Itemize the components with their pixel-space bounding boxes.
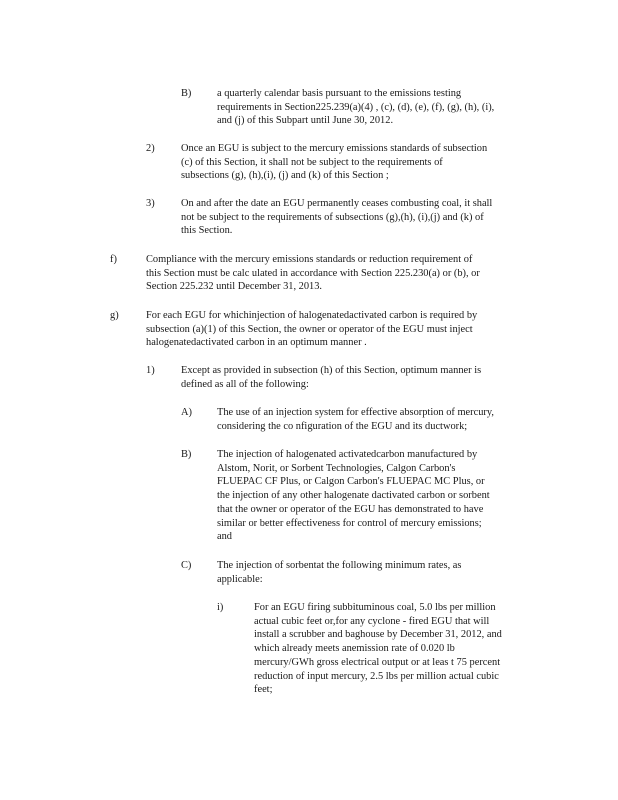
- text-line: (c) of this Section, it shall not be subject to the requirements of: [181, 156, 443, 168]
- text-line: On and after the date an EGU permanently ceases combusting coal, it shall: [181, 198, 493, 209]
- text-line: which already meets anemission rate of 0.020 lb: [254, 643, 455, 655]
- item-text: [181, 197, 533, 238]
- item-text: [181, 142, 530, 183]
- item-text: [217, 448, 532, 544]
- text-line: and: [217, 531, 233, 543]
- text-line: a quarterly calendar basis pursuant to the emissions testing: [217, 88, 462, 99]
- item-label: i): [217, 602, 224, 613]
- text-line: applicable:: [217, 573, 263, 585]
- text-line: defined as all of the following:: [181, 378, 309, 390]
- text-line: requirements in Section225.239(a)(4) , (c), (d), (e), (f), (g), (h), (i),: [217, 101, 495, 113]
- text-line: install a scrubber and baghouse by December 31, 2012, and: [254, 629, 502, 641]
- item-label: C): [181, 560, 192, 571]
- text-line: actual cubic feet or,for any cyclone - fired EGU that will: [254, 615, 490, 627]
- item-text: [146, 253, 531, 294]
- text-line: feet;: [254, 684, 273, 696]
- text-line: subsection (a)(1) of this Section, the owner or operator of the EGU must inject: [146, 323, 473, 335]
- item-label: 1): [146, 365, 155, 376]
- item-text: [181, 364, 530, 391]
- text-line: FLUEPAC CF Plus, or Calgon Carbon's FLUEPAC MC Plus, or: [217, 476, 485, 488]
- text-line: reduction of input mercury, 2.5 lbs per million actual cubic: [254, 670, 499, 682]
- text-line: The injection of sorbentat the following minimum rates, as: [217, 560, 462, 571]
- item-label: A): [181, 407, 192, 418]
- item-label: g): [110, 310, 119, 321]
- text-line: Compliance with the mercury emissions standards or reduction requirement of: [146, 254, 473, 265]
- text-line: Once an EGU is subject to the mercury emissions standards of subsection: [181, 143, 488, 154]
- text-line: For each EGU for whichinjection of halogenatedactivated carbon is required by: [146, 310, 478, 321]
- item-text: [217, 406, 531, 433]
- item-label: B): [181, 449, 192, 460]
- item-text: [254, 601, 538, 697]
- text-line: the injection of any other halogenate dactivated carbon or sorbent: [217, 490, 490, 502]
- item-label: f): [110, 254, 117, 265]
- text-line: similar or better effectiveness for control of mercury emissions;: [217, 517, 482, 529]
- text-line: The use of an injection system for effective absorption of mercury,: [217, 407, 494, 418]
- text-line: For an EGU firing subbituminous coal, 5.0 lbs per million: [254, 602, 496, 613]
- text-line: this Section must be calc ulated in accordance with Section 225.230(a) or (b), or: [146, 267, 480, 279]
- text-line: Except as provided in subsection (h) of this Section, optimum manner is: [181, 365, 482, 376]
- item-label: 2): [146, 143, 155, 154]
- text-line: and (j) of this Subpart until June 30, 2012.: [217, 115, 394, 127]
- text-line: Alstom, Norit, or Sorbent Technologies, Calgon Carbon's: [217, 462, 456, 474]
- text-line: not be subject to the requirements of subsections (g),(h), (i),(j) and (k) of: [181, 211, 484, 223]
- text-line: subsections (g), (h),(i), (j) and (k) of this Section ;: [181, 170, 389, 182]
- text-line: considering the co nfiguration of the EGU and its ductwork;: [217, 420, 468, 432]
- item-text: [217, 87, 533, 128]
- text-line: mercury/GWh gross electrical output or at leas t 75 percent: [254, 656, 501, 668]
- text-line: The injection of halogenated activatedcarbon manufactured by: [217, 449, 478, 460]
- item-text: [217, 559, 503, 586]
- text-line: halogenatedactivated carbon in an optimum manner .: [146, 337, 367, 349]
- text-line: this Section.: [181, 225, 233, 237]
- item-label: B): [181, 88, 192, 99]
- text-line: Section 225.232 until December 31, 2013.: [146, 281, 323, 293]
- text-line: that the owner or operator of the EGU has demonstrated to have: [217, 503, 484, 515]
- item-label: 3): [146, 198, 155, 209]
- item-text: [146, 309, 530, 350]
